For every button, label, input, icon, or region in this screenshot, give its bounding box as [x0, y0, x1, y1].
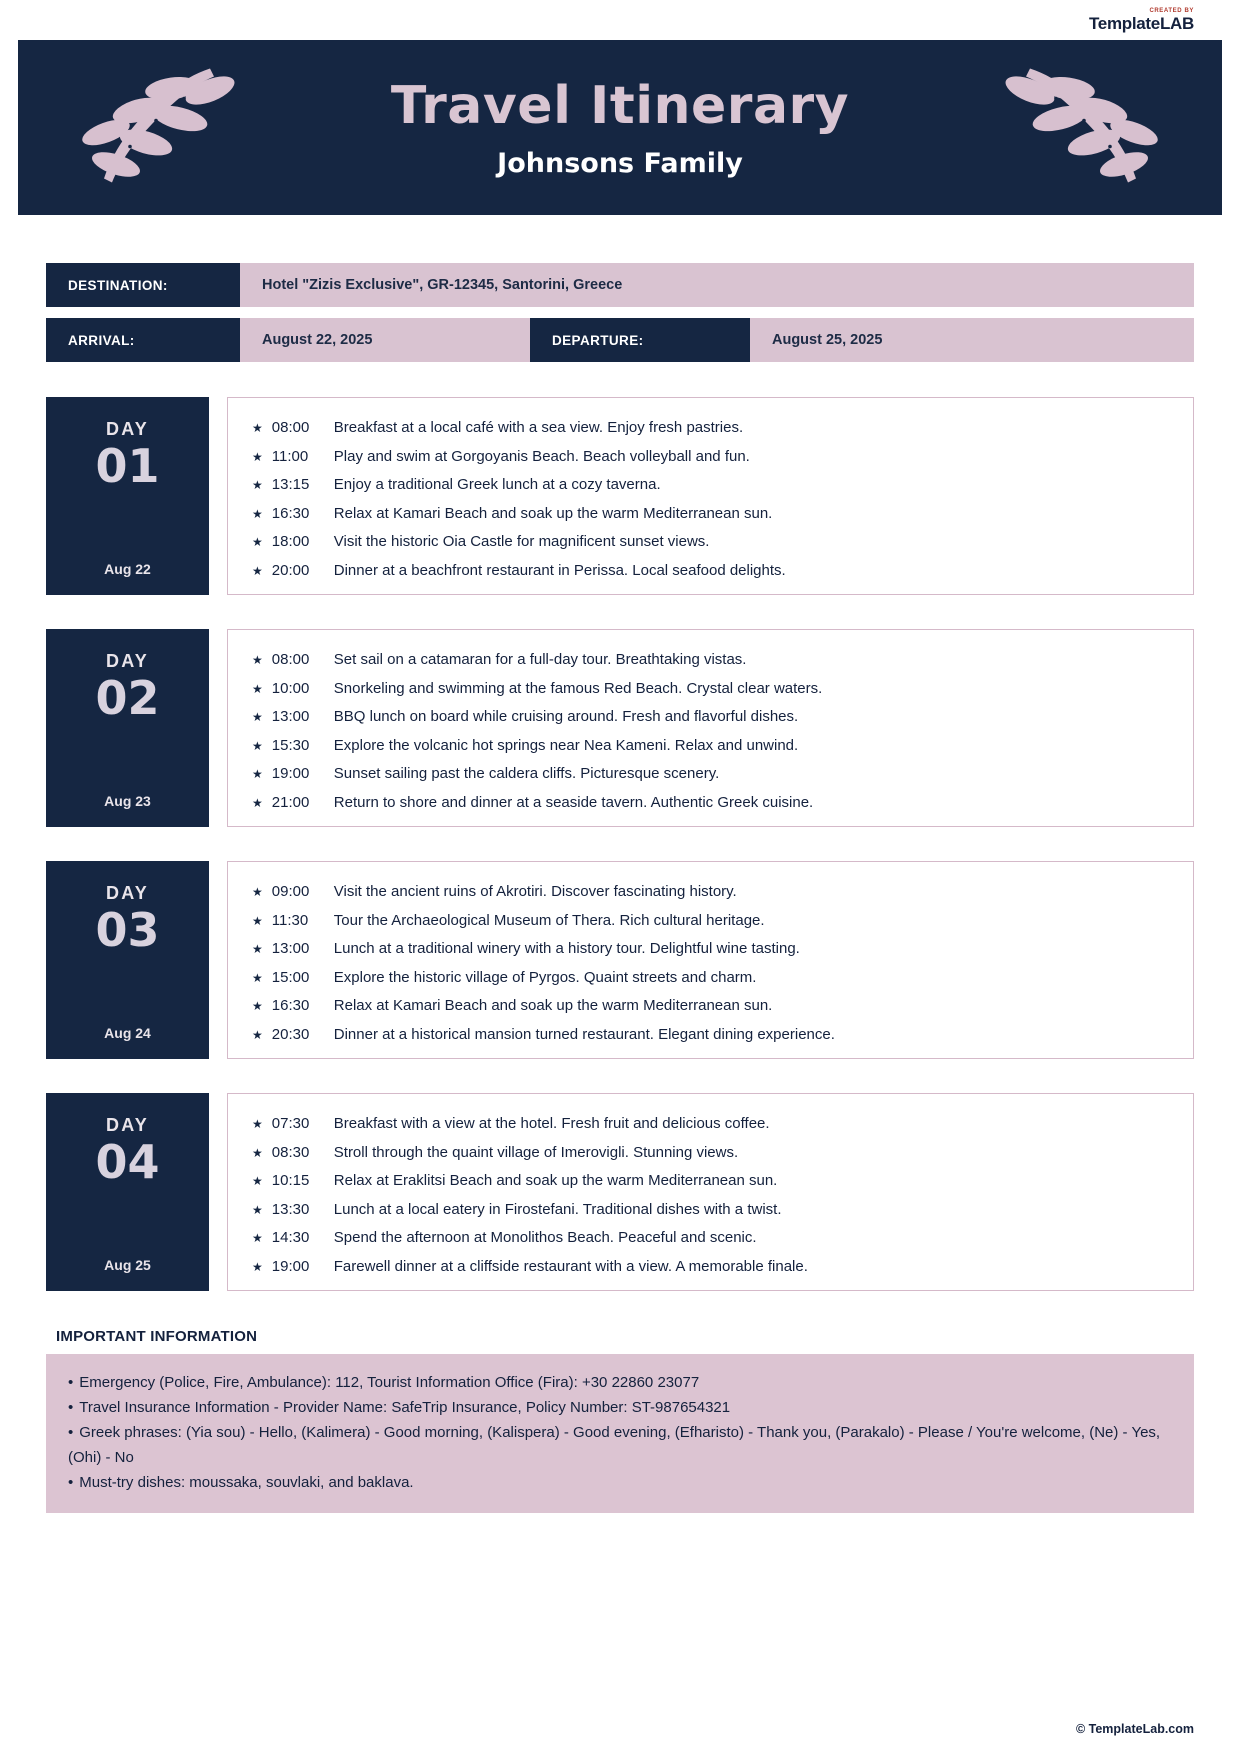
- schedule-item: [252, 703, 1175, 732]
- schedule-description: BBQ lunch on board while cruising around. Fresh and flavorful dishes.: [333, 708, 799, 725]
- day-block: [46, 629, 1194, 827]
- bullet-icon: •: [68, 1374, 74, 1391]
- important-information-line: [68, 1370, 1172, 1395]
- star-icon: ★: [252, 970, 263, 985]
- schedule-description: Enjoy a traditional Greek lunch at a cozy taverna.: [333, 476, 661, 493]
- schedule-item: [252, 992, 1175, 1021]
- star-icon: ★: [252, 535, 263, 549]
- day-date: Aug 22: [104, 561, 151, 577]
- schedule-item: [252, 964, 1175, 993]
- schedule-description: Sunset sailing past the caldera cliffs. Picturesque scenery.: [333, 765, 720, 782]
- schedule-time: 18:00: [271, 533, 310, 550]
- day-schedule-list: [227, 1093, 1194, 1291]
- schedule-description: Dinner at a beachfront restaurant in Perissa. Local seafood delights.: [333, 561, 786, 579]
- schedule-description: Explore the volcanic hot springs near Nea Kameni. Relax and unwind.: [333, 736, 799, 754]
- schedule-description: Relax at Kamari Beach and soak up the warm Mediterranean sun.: [333, 504, 773, 522]
- schedule-item: [252, 1139, 1175, 1168]
- important-information-box: [46, 1354, 1194, 1513]
- important-information-text: Greek phrases: (Yia sou) - Hello, (Kalimera) - Good morning, (Kalispera) - Good evening, (Efharisto) - Thank you, (Parakalo) - Please / You're welcome, (Ne) - Yes, (Ohi) - No: [68, 1424, 1161, 1466]
- star-icon: ★: [252, 885, 263, 899]
- schedule-item: [252, 907, 1175, 936]
- departure-label: DEPARTURE:: [530, 318, 750, 362]
- schedule-time: 10:15: [271, 1172, 310, 1189]
- schedule-item: [252, 789, 1175, 818]
- schedule-time: 13:00: [271, 940, 310, 957]
- schedule-time: 19:00: [271, 1257, 310, 1275]
- day-schedule-list: [227, 629, 1194, 827]
- schedule-item: [252, 935, 1175, 964]
- star-icon: ★: [252, 478, 263, 492]
- schedule-description: Farewell dinner at a cliffside restaurant with a view. A memorable finale.: [333, 1257, 808, 1275]
- schedule-item: [252, 1224, 1175, 1253]
- star-icon: ★: [252, 449, 263, 464]
- header-banner: [18, 40, 1222, 215]
- star-icon: ★: [252, 999, 263, 1013]
- day-number: 04: [95, 1135, 160, 1189]
- schedule-item: [252, 760, 1175, 789]
- destination-label: DESTINATION:: [46, 263, 240, 307]
- day-word: DAY: [106, 1115, 149, 1135]
- schedule-time: 11:30: [271, 911, 309, 929]
- day-date: Aug 23: [104, 793, 151, 809]
- schedule-description: Relax at Kamari Beach and soak up the warm Mediterranean sun.: [333, 997, 773, 1014]
- day-badge: [46, 861, 209, 1059]
- schedule-description: Snorkeling and swimming at the famous Red Beach. Crystal clear waters.: [333, 679, 823, 697]
- schedule-item: [252, 1253, 1175, 1282]
- day-badge: [46, 1093, 209, 1291]
- star-icon: ★: [252, 1145, 263, 1160]
- schedule-item: [252, 557, 1175, 586]
- schedule-description: Lunch at a local eatery in Firostefani. Traditional dishes with a twist.: [333, 1200, 782, 1218]
- schedule-item: [252, 878, 1175, 907]
- schedule-item: [252, 1167, 1175, 1196]
- schedule-time: 14:30: [271, 1229, 310, 1246]
- schedule-time: 08:00: [271, 419, 310, 436]
- brand-created-by: CREATED BY: [1149, 8, 1194, 14]
- schedule-time: 09:00: [271, 883, 310, 900]
- schedule-item: [252, 1196, 1175, 1225]
- page-subtitle: Johnsons Family: [497, 148, 743, 179]
- bullet-icon: •: [68, 1474, 74, 1491]
- important-information-text: Emergency (Police, Fire, Ambulance): 112, Tourist Information Office (Fira): +30 22860 23077: [79, 1374, 700, 1391]
- day-badge: [46, 397, 209, 595]
- schedule-time: 15:30: [271, 736, 310, 754]
- leaf-icon-left: [60, 50, 240, 205]
- star-icon: ★: [252, 421, 263, 435]
- important-information-text: Must-try dishes: moussaka, souvlaki, and baklava.: [79, 1474, 414, 1491]
- destination-row: [46, 263, 1194, 307]
- schedule-item: [252, 732, 1175, 761]
- day-date: Aug 24: [104, 1025, 151, 1041]
- footer-copyright: © TemplateLab.com: [1075, 1722, 1194, 1736]
- dates-row: [46, 318, 1194, 362]
- schedule-item: [252, 1110, 1175, 1139]
- day-block: [46, 861, 1194, 1059]
- day-word: DAY: [106, 883, 149, 903]
- important-information-title: IMPORTANT INFORMATION: [56, 1328, 258, 1345]
- schedule-description: Play and swim at Gorgoyanis Beach. Beach volleyball and fun.: [333, 447, 750, 465]
- schedule-time: 15:00: [271, 968, 310, 986]
- important-information-line: [68, 1395, 1172, 1420]
- schedule-item: [252, 646, 1175, 675]
- important-information-line: [68, 1420, 1172, 1470]
- day-date: Aug 25: [104, 1257, 151, 1273]
- schedule-time: 16:30: [271, 504, 310, 522]
- schedule-item: [252, 500, 1175, 529]
- bullet-icon: •: [68, 1424, 74, 1441]
- schedule-time: 07:30: [271, 1115, 310, 1132]
- star-icon: ★: [252, 942, 263, 956]
- day-badge: [46, 629, 209, 827]
- important-information-line: [68, 1470, 1172, 1495]
- arrival-label: ARRIVAL:: [46, 318, 240, 362]
- schedule-time: 13:00: [271, 708, 310, 725]
- day-schedule-list: [227, 397, 1194, 595]
- schedule-time: 21:00: [271, 793, 310, 811]
- schedule-time: 20:00: [271, 561, 310, 579]
- star-icon: ★: [252, 1202, 263, 1217]
- destination-value: Hotel "Zizis Exclusive", GR-12345, Santorini, Greece: [240, 263, 1194, 307]
- star-icon: ★: [252, 1231, 263, 1245]
- schedule-description: Relax at Eraklitsi Beach and soak up the warm Mediterranean sun.: [333, 1172, 778, 1189]
- day-block: [46, 1093, 1194, 1291]
- day-number: 01: [95, 439, 160, 493]
- star-icon: ★: [252, 506, 263, 521]
- day-word: DAY: [106, 419, 149, 439]
- star-icon: ★: [252, 563, 263, 578]
- schedule-time: 08:00: [271, 651, 310, 668]
- star-icon: ★: [252, 681, 263, 696]
- schedule-time: 16:30: [271, 997, 310, 1014]
- schedule-item: [252, 1021, 1175, 1050]
- star-icon: ★: [252, 1259, 263, 1274]
- schedule-item: [252, 414, 1175, 443]
- schedule-description: Visit the historic Oia Castle for magnificent sunset views.: [333, 533, 710, 550]
- schedule-description: Stroll through the quaint village of Imerovigli. Stunning views.: [333, 1143, 739, 1161]
- schedule-description: Breakfast with a view at the hotel. Fresh fruit and delicious coffee.: [333, 1115, 770, 1132]
- star-icon: ★: [252, 1174, 263, 1188]
- star-icon: ★: [252, 738, 263, 753]
- brand-logo: [1089, 8, 1194, 33]
- page-title: Travel Itinerary: [390, 76, 850, 136]
- day-schedule-list: [227, 861, 1194, 1059]
- schedule-item: [252, 528, 1175, 557]
- star-icon: ★: [252, 1117, 263, 1131]
- schedule-time: 08:30: [271, 1143, 310, 1161]
- schedule-time: 10:00: [271, 679, 310, 697]
- schedule-description: Spend the afternoon at Monolithos Beach. Peaceful and scenic.: [333, 1229, 757, 1246]
- day-word: DAY: [106, 651, 149, 671]
- star-icon: ★: [252, 795, 263, 810]
- important-information-text: Travel Insurance Information - Provider Name: SafeTrip Insurance, Policy Number: ST-987654321: [79, 1399, 731, 1416]
- schedule-description: Set sail on a catamaran for a full-day tour. Breathtaking vistas.: [333, 651, 747, 668]
- day-number: 02: [95, 671, 160, 725]
- schedule-item: [252, 443, 1175, 472]
- schedule-description: Dinner at a historical mansion turned restaurant. Elegant dining experience.: [333, 1025, 835, 1043]
- schedule-time: 13:30: [271, 1200, 310, 1218]
- star-icon: ★: [252, 767, 263, 781]
- schedule-description: Explore the historic village of Pyrgos. Quaint streets and charm.: [333, 968, 757, 986]
- star-icon: ★: [252, 653, 263, 667]
- schedule-description: Breakfast at a local café with a sea view. Enjoy fresh pastries.: [333, 419, 744, 436]
- schedule-description: Tour the Archaeological Museum of Thera. Rich cultural heritage.: [333, 911, 765, 929]
- schedule-item: [252, 675, 1175, 704]
- schedule-time: 11:00: [271, 447, 309, 465]
- schedule-description: Visit the ancient ruins of Akrotiri. Discover fascinating history.: [333, 883, 737, 900]
- schedule-time: 13:15: [271, 476, 310, 493]
- brand-name: TemplateLAB: [1088, 14, 1194, 33]
- star-icon: ★: [252, 1027, 263, 1042]
- schedule-description: Return to shore and dinner at a seaside tavern. Authentic Greek cuisine.: [333, 793, 814, 811]
- day-number: 03: [95, 903, 160, 957]
- leaf-icon-right: [1000, 50, 1180, 205]
- schedule-item: [252, 471, 1175, 500]
- schedule-time: 20:30: [271, 1025, 310, 1043]
- arrival-value: August 22, 2025: [240, 318, 530, 362]
- schedule-time: 19:00: [271, 765, 310, 782]
- departure-value: August 25, 2025: [750, 318, 1194, 362]
- bullet-icon: •: [68, 1399, 74, 1416]
- star-icon: ★: [252, 913, 263, 928]
- schedule-description: Lunch at a traditional winery with a history tour. Delightful wine tasting.: [333, 940, 800, 957]
- day-block: [46, 397, 1194, 595]
- star-icon: ★: [252, 710, 263, 724]
